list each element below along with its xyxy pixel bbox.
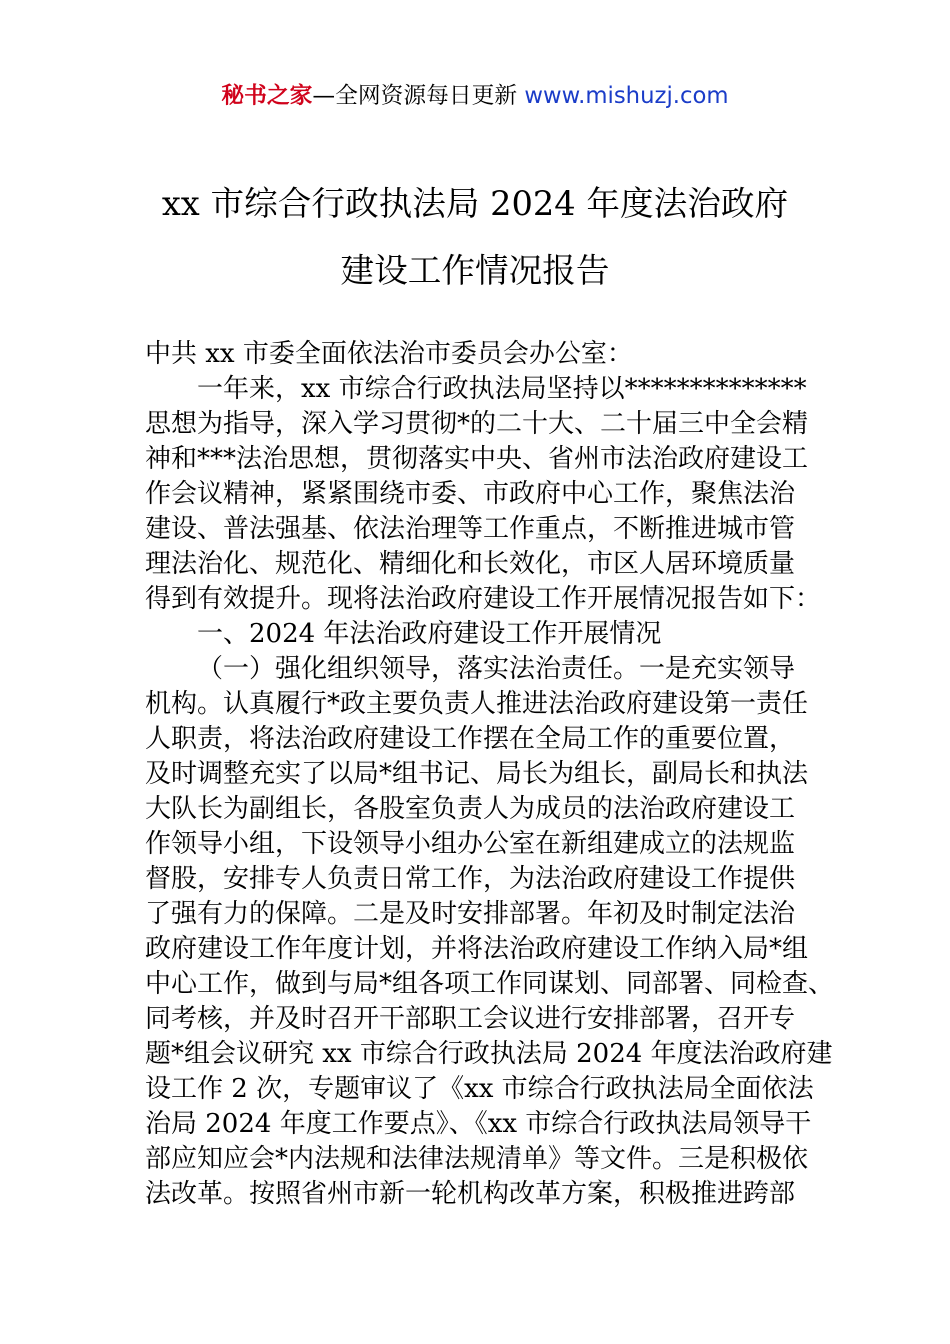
body-line: 了强有力的保障。二是及时安排部署。年初及时制定法治 — [145, 899, 796, 929]
salutation-line: 中共 xx 市委全面依法治市委员会办公室： — [145, 339, 633, 369]
body-line: 一年来，xx 市综合行政执法局坚持以************** — [197, 374, 807, 404]
body-line: 设工作 2 次，专题审议了《xx 市综合行政执法局全面依法 — [145, 1074, 814, 1104]
body-line: 人职责，将法治政府建设工作摆在全局工作的重要位置， — [145, 724, 796, 754]
body-line: 大队长为副组长，各股室负责人为成员的法治政府建设工 — [145, 794, 796, 824]
body-line: 得到有效提升。现将法治政府建设工作开展情况报告如下： — [145, 584, 822, 614]
body-line: 神和***法治思想，贯彻落实中央、省州市法治政府建设工 — [145, 444, 809, 474]
body-line: 治局 2024 年度工作要点》、《xx 市综合行政执法局领导干 — [145, 1109, 812, 1139]
body-line: （一）强化组织领导，落实法治责任。一是充实领导 — [197, 654, 796, 684]
body-line: 督股，安排专人负责日常工作，为法治政府建设工作提供 — [145, 864, 796, 894]
body-line: 同考核，并及时召开干部职工会议进行安排部署，召开专 — [145, 1004, 796, 1034]
body-line: 法改革。按照省州市新一轮机构改革方案，积极推进跨部 — [145, 1179, 796, 1209]
body-line: 中心工作，做到与局*组各项工作同谋划、同部署、同检查、 — [145, 969, 835, 999]
site-url-link[interactable]: www.mishuzj.com — [524, 83, 729, 109]
site-header — [0, 80, 950, 112]
body-line: 及时调整充实了以局*组书记、局长为组长，副局长和执法 — [145, 759, 809, 789]
body-line: 思想为指导，深入学习贯彻*的二十大、二十届三中全会精 — [145, 409, 809, 439]
body-line: 作会议精神，紧紧围绕市委、市政府中心工作，聚焦法治 — [145, 479, 796, 509]
document-title-line-1: xx 市综合行政执法局 2024 年度法治政府 — [161, 184, 789, 223]
body-line: 部应知应会*内法规和法律法规清单》等文件。三是积极依 — [145, 1144, 809, 1174]
document-title-line-2: 建设工作情况报告 — [340, 251, 610, 290]
header-tagline: —全网资源每日更新 — [312, 83, 525, 109]
body-line: 建设、普法强基、依法治理等工作重点，不断推进城市管 — [145, 514, 796, 544]
body-line: 机构。认真履行*政主要负责人推进法治政府建设第一责任 — [145, 689, 809, 719]
body-line: 理法治化、规范化、精细化和长效化，市区人居环境质量 — [145, 549, 796, 579]
section-heading: 一、2024 年法治政府建设工作开展情况 — [197, 619, 662, 649]
body-line: 政府建设工作年度计划，并将法治政府建设工作纳入局*组 — [145, 934, 809, 964]
body-line: 作领导小组，下设领导小组办公室在新组建成立的法规监 — [145, 829, 796, 859]
body-line: 题*组会议研究 xx 市综合行政执法局 2024 年度法治政府建 — [145, 1039, 833, 1069]
brand-name: 秘书之家 — [221, 83, 313, 109]
